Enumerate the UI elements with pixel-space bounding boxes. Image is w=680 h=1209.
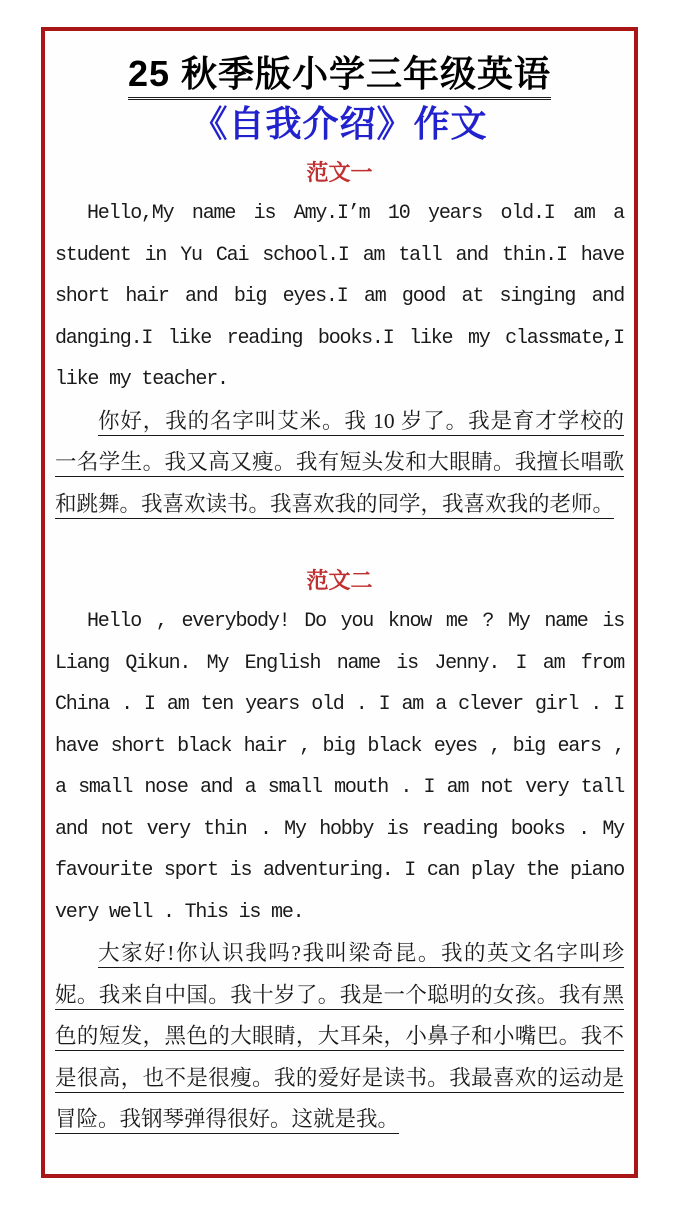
document-subtitle: 《自我介绍》作文 (191, 103, 488, 144)
page-border-frame (41, 27, 638, 1178)
section-1-english-paragraph: Hello,My name is Amy.I’m 10 years old.I am a student in Yu Cai school.I am tall and thin.I have short hair and big eyes.I am good at singing and danging.I like reading books.I like my classmate,I like my teacher. (55, 202, 624, 391)
section-1 (55, 158, 624, 525)
section-2-chinese-translation: 大家好!你认识我吗?我叫梁奇昆。我的英文名字叫珍妮。我来自中国。我十岁了。我是一个聪明的女孩。我有黑色的短发，黑色的大眼睛，大耳朵，小鼻子和小嘴巴。我不是很高，也不是很瘦。我的爱好是读书。我最喜欢的运动是冒险。我钢琴弹得很好。这就是我。 (55, 941, 624, 1131)
section-2-english-paragraph: Hello , everybody! Do you know me ? My name is Liang Qikun. My English name is Jenny. I am from China . I am ten years old . I am a clever girl . I have short black hair , big black eyes , big ears , a small nose and a small mouth . I am not very tall and not very thin . My hobby is reading books . My favourite sport is adventuring. I can play the piano very well . This is me. (55, 610, 624, 924)
document-title (55, 54, 624, 94)
document-title-text: 25 秋季版小学三年级英语 (128, 53, 551, 100)
section-2 (55, 566, 624, 1141)
section-1-heading: 范文一 (306, 160, 373, 185)
section-2-heading: 范文二 (306, 568, 373, 593)
section-1-chinese-translation: 你好，我的名字叫艾米。我 10 岁了。我是育才学校的一名学生。我又高又瘦。我有短头发和大眼睛。我擅长唱歌和跳舞。我喜欢读书。我喜欢我的同学，我喜欢我的老师。 (55, 408, 624, 516)
document-content (45, 31, 634, 1141)
